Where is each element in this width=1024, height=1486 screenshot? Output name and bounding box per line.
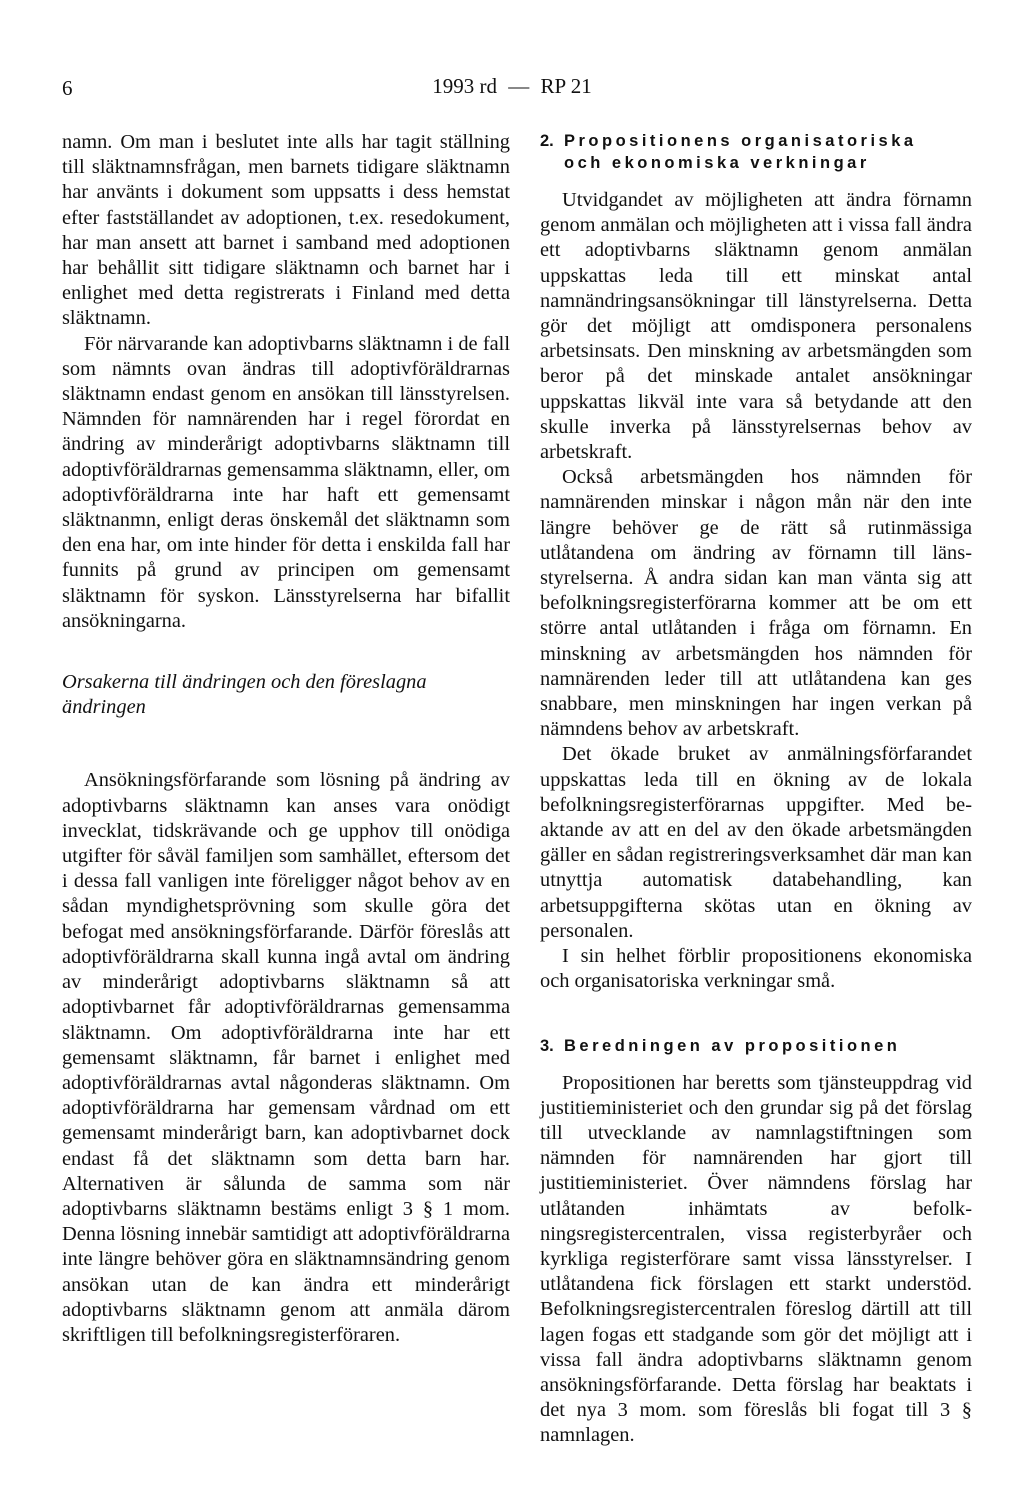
header-document-id: RP 21 [540,74,592,98]
right-paragraph-1: Utvidgandet av möjligheten att ändra förnamn genom anmälan och möjligheten att i vissa fall ändra ett adoptivbarns släktnamn genom anmälan uppskattas leda till ett minskat antal namnändringsansökningar till länstyrelserna. Detta gör det möjligt att omdisponera personalens arbetsinsats. Den minskning av arbetsmängden som beror på det minskade antalet ansökningar uppskattas likväl inte vara så betydande att den skulle inverka på länsstyrelsernas behov av arbetskraft. [540,189,972,464]
section-3-title: Beredningen av propositionen [564,1036,901,1055]
right-paragraph-4: I sin helhet förblir propositionens ekonomiska och organisatoriska verkningar små. [540,945,972,993]
header-year: 1993 rd [432,74,498,98]
section-2-heading [540,130,972,174]
section-3-number: 3. [540,1036,554,1055]
left-column [62,130,510,1348]
page-number: 6 [62,76,73,100]
section-3-heading [540,1035,972,1057]
left-paragraph-2: För närvarande kan adoptivbarns släktnamn i de fall som nämnts ovan ändras till adoptivföräldrarnas släktnamn endast genom en ansökan till länsstyrelsen. Nämnden för namnärenden har i regel förordat en ändring av minderårigt adoptivbarns släktnamn till adoptivföräldrarnas gemensamma släktnamn, eller, om adoptivföräldrarna inte har haft ett gemensamt släktnanmn, enligt deras önskemål det släktnamn som den ena har, om inte hinder för detta i enskilda fall har funnits på grund av principen om gemensamt släktnamn för syskon. Länsstyrelserna har bifallit ansökningarna. [62,332,510,632]
right-paragraph-3: Det ökade bruket av anmälningsförfarandet uppskattas leda till en ökning av de lokala befolkningsregisterförarnas uppgifter. Med beaktande av att en del av den ökade arbetsmängden gäller en sådan registreringsverksamhet där man kan utnyttja automatisk databehandling, kan arbetsuppgifterna skötas utan en ökning av personalen. [540,743,972,942]
right-paragraph-5: Propositionen har beretts som tjänsteuppdrag vid justitieministeriet och den grundar sig på det förslag till utvecklande av namnlagstiftningen som nämnden för namnärenden har gjort till justitieministeriet. Över nämndens förslag har utlåtanden inhämtats av befolkningsregistercentralen, vissa registerbyråer och kyrkliga registerförare samt vissa länsstyrelser. I utlåtandena fick förslagen ett starkt understöd. Befolkningsregistercentralen föreslog därtill att till lagen fogas ett stadgande som gör det möjligt att i vissa fall ändra adoptivbarns släktnamn genom ansökningsförfarande. Detta förslag har beaktats i det nya 3 mom. som föreslås bli fogat till 3 § namnlagen. [540,1071,972,1447]
left-paragraph-3: Ansökningsförfarande som lösning på ändring av adoptivbarns släktnamn kan anses vara onödigt invecklat, tidskrävande och ge upphov till onödiga utgifter för såväl familjen som samhället, eftersom det i dessa fall vanligen inte föreligger något behov av en sådan myndighetsprövning som skulle göra det befogat med ansökningsförfarande. Därför föreslås att adoptivföräldrarna skall kunna ingå avtal om ändring av minderårigt adoptivbarns släktnamn så att adoptivbarnet får adoptivföräldrarnas gemensamma släktnamn. Om adoptivföräldrarna inte har ett gemensamt släktnamn, får barnet i enlighet med adoptivföräldrarnas avtal någonderas släktnamn. Om adoptivföräldrarna har gemensam vårdnad om ett gemensamt minderårigt barn, kan adoptivbarnet dock endast få det släktnamn som detta barn har. Alternativen är sålunda de samma som när adoptivbarns släktnamn bestäms enligt 3 § 1 mom. Denna lösning innebär samtidigt att adoptivföräldrarna inte längre behöver göra en släktnamnsändring genom ansökan utan de kan ändra ett minderårigt adoptivbarns släktnamn genom att anmäla därom skriftligen till befolkningsregisterföraren. [62,769,510,1346]
left-paragraph-1: namn. Om man i beslutet inte alls har tagit ställning till släktnamnsfrågan, men barnets tidigare släktnamn har använts i dokument som uppsatts i dess hemstat efter fastställandet av adoptionen, t.ex. resedokument, har man ansett att barnet i samband med adoptionen har behållit sitt tidigare släktnamn och barnet har i enlighet med detta registrerats i Finland med detta släktnamn. [62,131,510,330]
right-paragraph-2: Också arbetsmängden hos nämnden för namnärenden minskar i någon mån när den inte längre behöver ge de rätt så rutinmässiga utlåtandena om ändring av förnamn till länsstyrelserna. Å andra sidan kan man vänta sig att befolkningsregisterförarna kommer att be om ett större antal utlåtanden i fråga om förnamn. En minskning av arbetsmängden hos nämnden för namnärenden leder till att utlåtandena kan ges snabbare, men minskningen har ingen verkan på nämndens behov av arbetskraft. [540,466,972,741]
subsection-heading: Orsakerna till ändringen och den föreslagna ändringen [62,671,427,719]
section-2-title-line-2: och ekonomiska verkningar [564,154,870,172]
running-head [0,74,1024,99]
section-2-title-line-1: Propositionens organisatoriska [564,132,917,150]
header-dash: — [508,74,530,98]
right-column [540,130,972,1449]
section-2-number: 2. [540,132,554,150]
